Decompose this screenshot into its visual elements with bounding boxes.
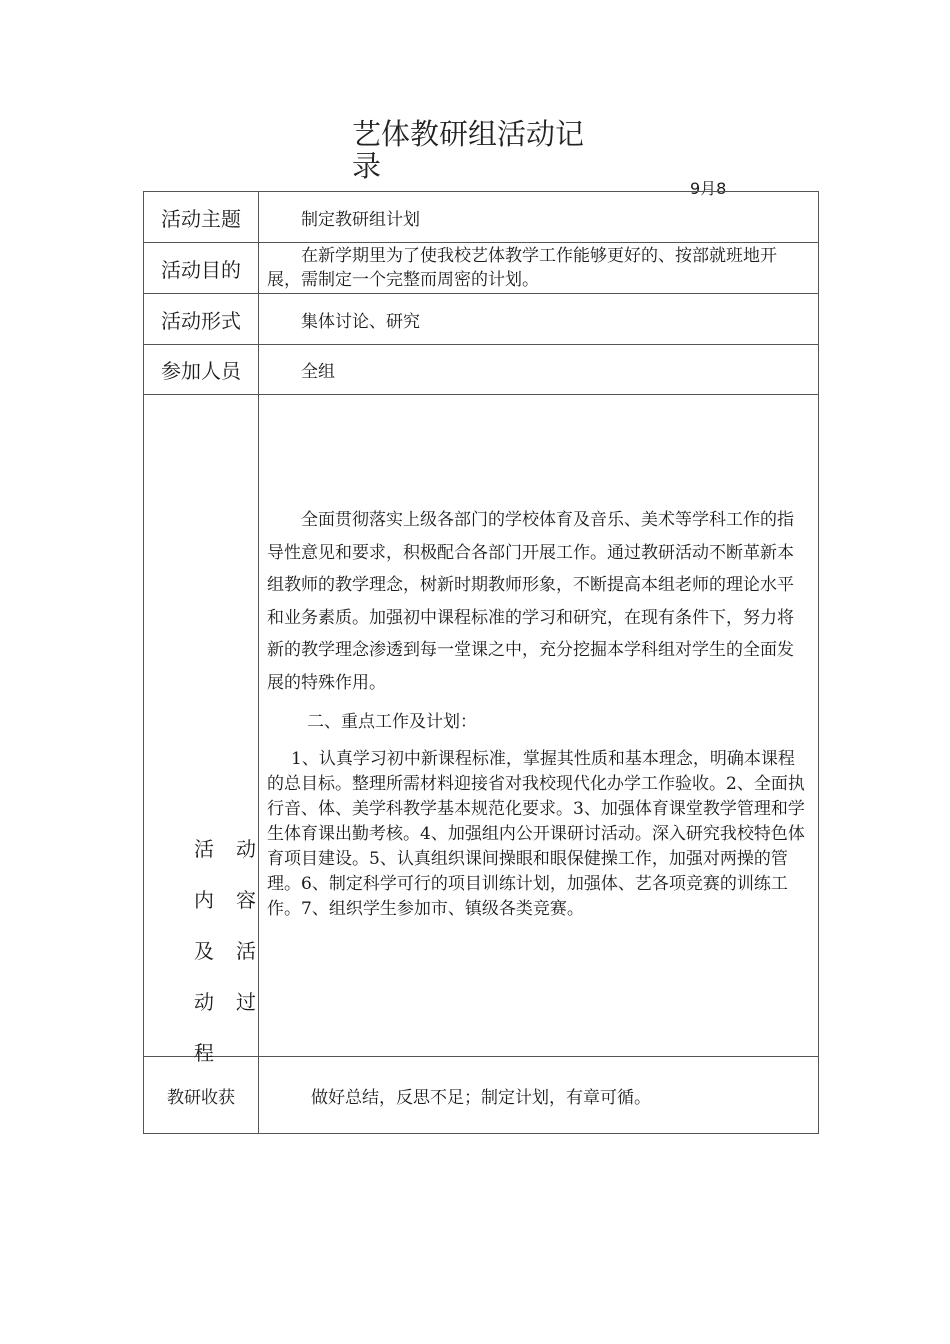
content-label-char: 动 xyxy=(236,837,256,861)
content-label-char: 活 xyxy=(236,939,256,963)
content-paragraph-2: 1、认真学习初中新课程标准，掌握其性质和基本理念，明确本课程的总目标。整理所需材料迎接省对我校现代化办学工作验收。2、全面执行音、体、美学科教学基本规范化要求。3、加强体育课堂教学管理和学生体育课出勤考核。4、加强组内公开课研讨活动。深入研究我校特色体育项目建设。5、认真组织课间操眼和眼保健操工作，加强对两操的管理。6、制定科学可行的项目训练计划，加强体、艺各项竞赛的训练工作。7、组织学生参加市、镇级各类竞赛。 xyxy=(267,749,805,919)
content-label-char: 动 xyxy=(194,990,214,1014)
content-label-char: 内 xyxy=(194,888,214,912)
page-title: 艺体教研组活动记录 xyxy=(352,117,585,183)
purpose-label: 活动目的 xyxy=(144,243,259,294)
form-label: 活动形式 xyxy=(144,294,259,345)
content-label-char: 及 xyxy=(194,939,214,963)
theme-label: 活动主题 xyxy=(144,192,259,243)
content-heading-2: 二、重点工作及计划： xyxy=(307,712,477,732)
participants-label: 参加人员 xyxy=(144,345,259,395)
activity-record-table xyxy=(143,191,819,1134)
row-participants xyxy=(144,345,819,395)
participants-value: 全组 xyxy=(259,345,819,395)
content-label-char: 活 xyxy=(194,837,214,861)
content-label-char: 程 xyxy=(194,1041,214,1065)
content-vertical-label xyxy=(194,824,256,1079)
content-label-cell xyxy=(144,395,259,1065)
row-purpose xyxy=(144,243,819,294)
content-label-char: 过 xyxy=(236,990,256,1014)
theme-value: 制定教研组计划 xyxy=(259,192,819,243)
content-label-char: 容 xyxy=(236,888,256,912)
record-date: 9月8 xyxy=(690,179,727,198)
row-theme xyxy=(144,192,819,243)
gains-label: 教研收获 xyxy=(144,1057,259,1134)
content-paragraph-1: 全面贯彻落实上级各部门的学校体育及音乐、美术等学科工作的指导性意见和要求，积极配合各部门开展工作。通过教研活动不断革新本组教师的教学理念，树新时期教师形象，不断提高本组老师的理论水平和业务素质。加强初中课程标准的学习和研究，在现有条件下，努力将新的教学理念渗透到每一堂课之中，充分挖掘本学科组对学生的全面发展的特殊作用。 xyxy=(267,510,794,693)
content-cell xyxy=(259,395,819,1057)
gains-value: 做好总结，反思不足；制定计划，有章可循。 xyxy=(259,1057,819,1134)
row-content xyxy=(144,395,819,1057)
purpose-value: 在新学期里为了使我校艺体教学工作能够更好的、按部就班地开展，需制定一个完整而周密的计划。 xyxy=(259,243,819,294)
row-form xyxy=(144,294,819,345)
form-value: 集体讨论、研究 xyxy=(259,294,819,345)
